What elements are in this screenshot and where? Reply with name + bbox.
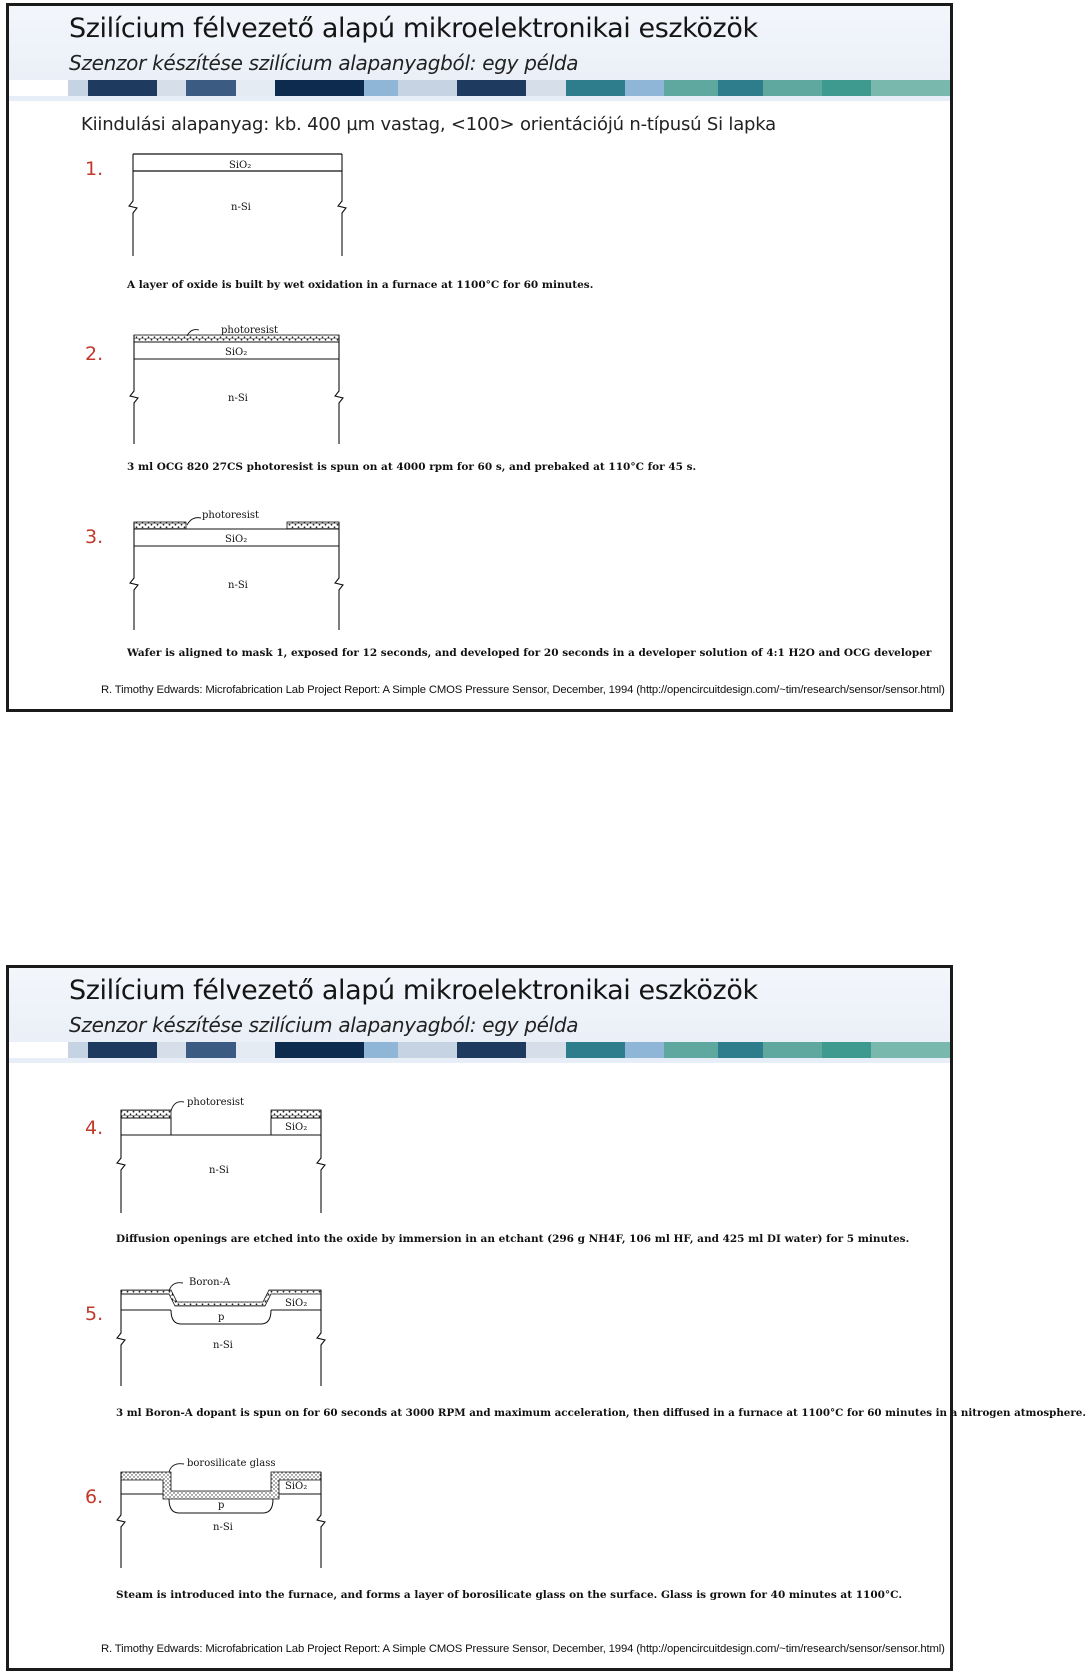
step-number: 6. [85,1486,104,1508]
layer-label: SiO₂ [225,347,248,358]
layer-label: n-Si [228,580,248,591]
step-caption: Diffusion openings are etched into the oxide by immersion in an etchant (296 g NH4F, 106 ml HF, and 425 ml DI water) for 5 minutes. [116,1233,910,1245]
layer-label: SiO₂ [225,534,248,545]
step-number: 5. [85,1303,104,1325]
slide-title: Szilícium félvezető alapú mikroelektronikai eszközök [69,975,758,1006]
layer-label: photoresist [221,325,279,336]
step-number: 4. [85,1117,104,1139]
slide-2 [6,965,1086,1671]
step-caption: A layer of oxide is built by wet oxidation in a furnace at 1100°C for 60 minutes. [127,279,594,291]
intro-text: Kiindulási alapanyag: kb. 400 µm vastag, <100> orientációjú n-típusú Si lapka [81,114,777,135]
cross-section-diagrams-steps-4-6 [9,968,950,1668]
layer-label: p [218,1500,225,1511]
step-number: 2. [85,343,104,365]
layer-label: n-Si [209,1165,229,1176]
layer-label: n-Si [228,393,248,404]
layer-label: borosilicate glass [187,1458,276,1469]
layer-label: photoresist [202,510,260,521]
step-number: 3. [85,526,104,548]
step-caption: Steam is introduced into the furnace, and forms a layer of borosilicate glass on the surface. Glass is grown for 40 minutes at 1100°C. [116,1589,903,1601]
reference-citation: R. Timothy Edwards: Microfabrication Lab Project Report: A Simple CMOS Pressure Sensor, December, 1994 (http://opencircuitdesign.com/~tim/research/sensor/sensor.html) [101,1643,945,1655]
slide-1 [6,3,953,712]
layer-label: SiO₂ [229,160,252,171]
layer-label: n-Si [231,202,251,213]
step-caption: 3 ml OCG 820 27CS photoresist is spun on at 4000 rpm for 60 s, and prebaked at 110°C for 45 s. [127,461,697,473]
slide-subtitle: Szenzor készítése szilícium alapanyagból: egy példa [69,51,579,75]
step-caption: 3 ml Boron-A dopant is spun on for 60 seconds at 3000 RPM and maximum acceleration, then diffused in a furnace at 1100°C for 60 minutes in a nitrogen atmosphere. [116,1407,1086,1419]
cross-section-diagram-step-1 [9,6,950,711]
layer-label: SiO₂ [285,1122,308,1133]
layer-label: SiO₂ [285,1298,308,1309]
step-caption: Wafer is aligned to mask 1, exposed for 12 seconds, and developed for 20 seconds in a developer solution of 4:1 H2O and OCG developer [127,647,932,659]
layer-label: Boron-A [189,1277,231,1288]
layer-label: SiO₂ [285,1481,308,1492]
layer-label: photoresist [187,1097,245,1108]
step-number: 1. [85,158,104,180]
layer-label: p [218,1312,225,1323]
reference-citation: R. Timothy Edwards: Microfabrication Lab Project Report: A Simple CMOS Pressure Sensor, December, 1994 (http://opencircuitdesign.com/~tim/research/sensor/sensor.html) [101,684,945,696]
slide-subtitle: Szenzor készítése szilícium alapanyagból: egy példa [69,1013,579,1037]
slide-title: Szilícium félvezető alapú mikroelektronikai eszközök [69,13,758,44]
layer-label: n-Si [213,1340,233,1351]
layer-label: n-Si [213,1522,233,1533]
